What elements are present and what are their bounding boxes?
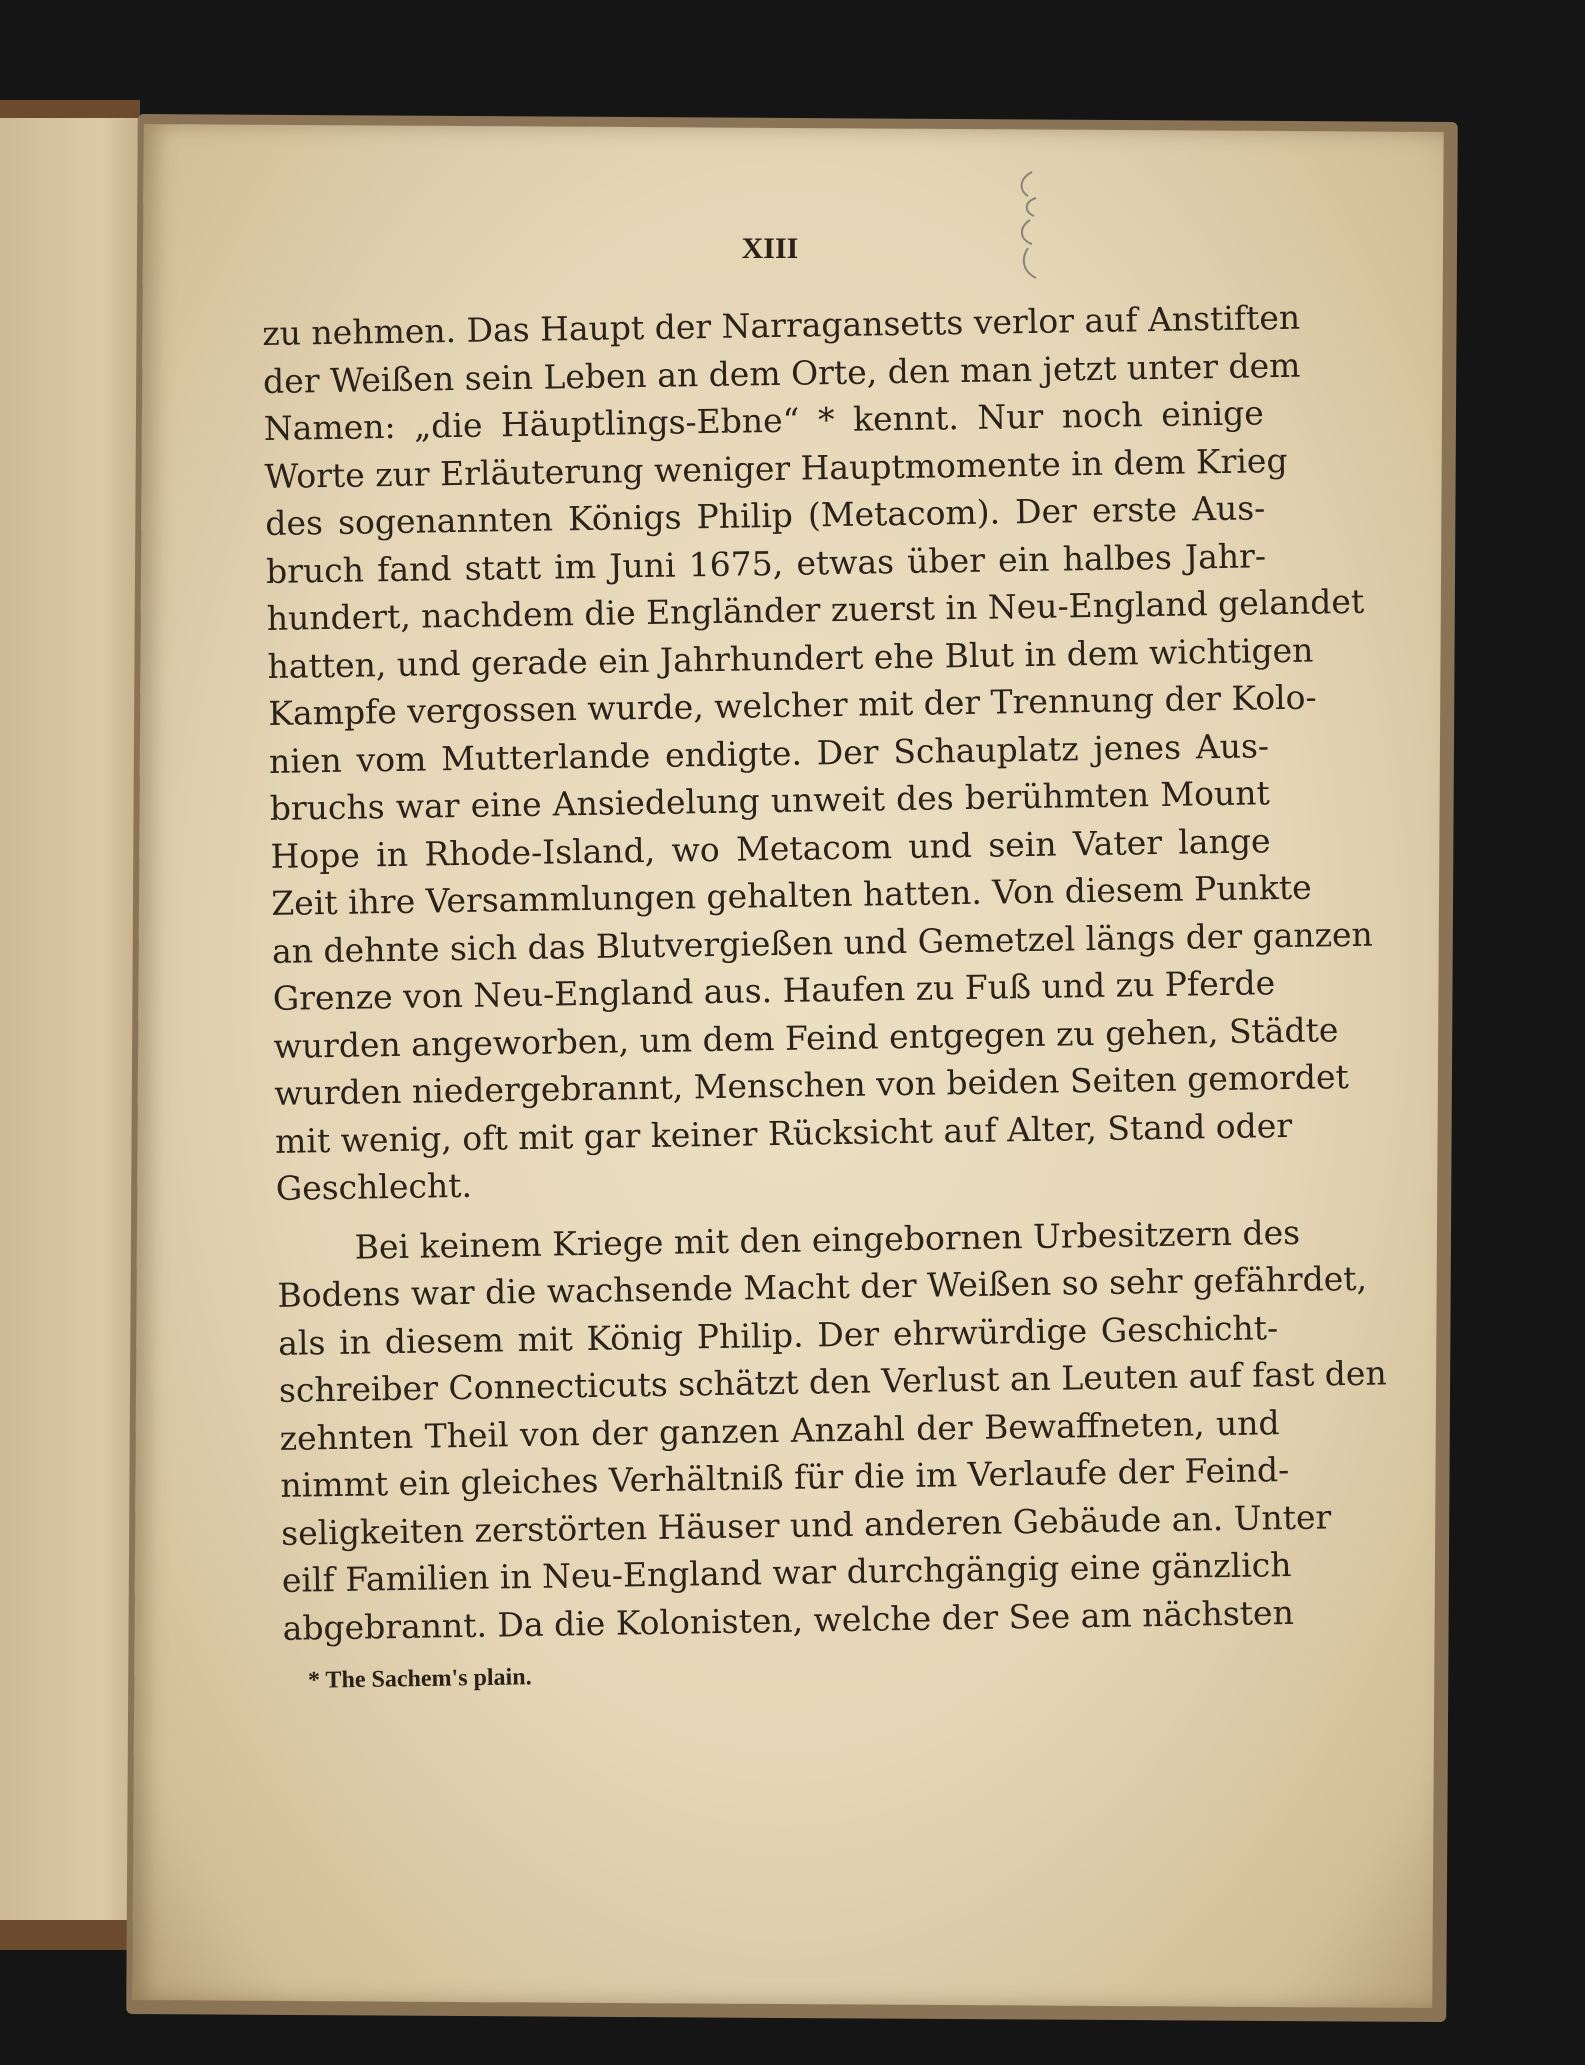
text-line: zehnten Theil von der ganzen Anzahl der Bewaffneten, und xyxy=(279,1402,1280,1458)
text-line: eilf Familien in Neu-England war durchgängig eine gänzlich xyxy=(281,1544,1292,1600)
text-line: Bodens war die wachsende Macht der Weißen so sehr gefährdet, xyxy=(277,1258,1368,1315)
text-line: Namen: „die Häuptlings-Ebne“ * kennt. Nur noch einige xyxy=(263,393,1265,448)
text-line: seligkeiten zerstörten Häuser und anderen Gebäude an. Unter xyxy=(280,1496,1332,1553)
text-line: bruch fand statt im Juni 1675, etwas über ein halbes Jahr- xyxy=(265,535,1267,591)
body-text xyxy=(262,294,1387,1652)
text-line: der Weißen sein Leben an dem Orte, den man jetzt unter dem xyxy=(262,345,1301,401)
text-line: hundert, nachdem die Engländer zuerst in Neu-England gelandet xyxy=(266,581,1365,638)
text-line: an dehnte sich das Blutvergießen und Gemetzel längs der ganzen xyxy=(271,914,1374,971)
binding-edge-bottom xyxy=(0,1920,140,1950)
text-line: Geschlecht. xyxy=(275,1165,473,1208)
text-line: Bei keinem Kriege mit den eingebornen Urbesitzern des xyxy=(354,1212,1301,1267)
text-line: hatten, und gerade ein Jahrhundert ehe Blut in dem wichtigen xyxy=(267,630,1314,686)
text-line: mit wenig, oft mit gar keiner Rücksicht auf Alter, Stand oder xyxy=(274,1105,1293,1161)
page-number: XIII xyxy=(741,232,799,265)
paragraph-2 xyxy=(276,1209,1387,1652)
text-line: nimmt ein gleiches Verhältniß für die im Verlaufe der Feind- xyxy=(280,1450,1290,1505)
text-line: Kampfe vergossen wurde, welcher mit der Trennung der Kolo- xyxy=(268,677,1317,733)
text-line: Hope in Rhode-Island, wo Metacom und sein Vater lange xyxy=(270,820,1271,876)
paragraph-1 xyxy=(262,294,1374,1212)
text-line: als in diesem mit König Philip. Der ehrwürdige Geschicht- xyxy=(277,1307,1279,1363)
text-line: Grenze von Neu-England aus. Haufen zu Fuß und zu Pferde xyxy=(272,963,1276,1018)
text-line: wurden angeworben, um dem Feind entgegen zu gehen, Städte xyxy=(273,1009,1339,1066)
text-line: nien vom Mutterlande endigte. Der Schauplatz jenes Aus- xyxy=(268,725,1270,781)
text-line: Worte zur Erläuterung weniger Hauptmomente in dem Krieg xyxy=(264,440,1288,496)
text-line: abgebrannt. Da die Kolonisten, welche der See am nächsten xyxy=(282,1592,1295,1648)
text-line: Zeit ihre Versammlungen gehalten hatten. Von diesem Punkte xyxy=(271,867,1312,923)
text-line: wurden niedergebrannt, Menschen von beiden Seiten gemordet xyxy=(274,1057,1349,1113)
text-line: des sogenannten Königs Philip (Metacom). Der erste Aus- xyxy=(265,488,1266,543)
text-line: bruchs war eine Ansiedelung unweit des berühmten Mount xyxy=(269,773,1271,828)
text-line: zu nehmen. Das Haupt der Narragansetts verlor auf Anstiften xyxy=(262,297,1301,353)
footnote: * The Sachem's plain. xyxy=(307,1664,532,1694)
pencil-annotation-icon xyxy=(1010,168,1050,288)
text-line: schreiber Connecticuts schätzt den Verlust an Leuten auf fast den xyxy=(278,1353,1387,1410)
